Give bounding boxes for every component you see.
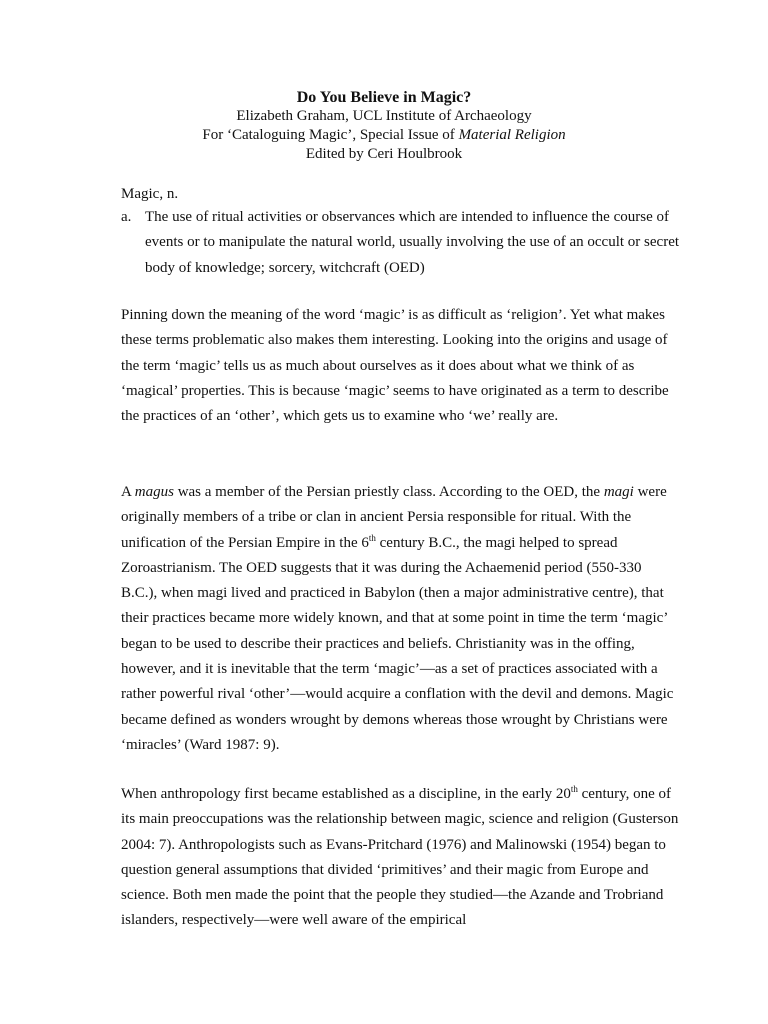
editor-line: Edited by Ceri Houlbrook: [305, 146, 463, 162]
p3-superscript: th: [570, 784, 578, 794]
paragraph-1-text: Pinning down the meaning of the word ‘magic’ is as difficult as ‘religion’. Yet what makes these terms problematic also makes them interesting. Looking into the origins and usage of the term ‘magic’ tells us as much about ourselves as it does about what we think of as ‘magical’ properties. This is because ‘magic’ seems to have originated as a term to describe the practices of an ‘other’, which gets us to examine who ‘we’ really are.: [121, 307, 669, 425]
p2-part-b: was a member of the Persian priestly class. According to the OED, the: [173, 484, 604, 500]
p2-superscript: th: [368, 532, 376, 543]
p3-part-a: When anthropology first became established as a discipline, in the early 20: [121, 786, 571, 802]
paragraph-2-text: [121, 480, 681, 758]
issue-prefix: For ‘Cataloguing Magic’, Special Issue of: [202, 127, 459, 143]
paper-title: Do You Believe in Magic?: [296, 89, 472, 106]
author-line: Elizabeth Graham, UCL Institute of Archaeology: [236, 108, 532, 124]
paragraph-3: [121, 782, 681, 934]
p2-part-c: were originally members of a tribe or clan in ancient Persia responsible for ritual. With the unification of the Persian Empire in the 6: [121, 484, 667, 551]
p3-part-b: century, one of its main preoccupations was the relationship between magic, science and religion (Gusterson 2004: 7). Anthropologists such as Evans-Pritchard (1976) and Malinowski (1954) began to question general assumptions that divided ‘primitives’ and their magic from Europe and science. Both men made the point that the people they studied—the Azande and Trobriand islanders, respectively—were well aware of the empirical: [121, 786, 679, 929]
definition-headword: Magic, n.: [121, 186, 179, 202]
term-magi: magi: [603, 484, 634, 500]
issue-line: [0, 126, 768, 145]
term-magus: magus: [134, 484, 174, 500]
p2-part-a: A: [121, 484, 135, 500]
journal-name: Material Religion: [458, 127, 566, 143]
paragraph-3-text: [121, 782, 681, 934]
p2-part-d: century B.C., the magi helped to spread Zoroastrianism. The OED suggests that it was during the Achaemenid period (550-330 B.C.), when magi lived and practiced in Babylon (then a major administrative centre), that their practices became more widely known, and that at some point in time the term ‘magic’ began to be used to describe their practices and beliefs. Christianity was in the offing, however, and it is inevitable that the term ‘magic’—as a set of practices associated with a rather powerful rival ‘other’—would acquire a conflation with the devil and demons. Magic became defined as wonders wrought by demons whereas those wrought by Christians were ‘miracles’ (Ward 1987: 9).: [121, 534, 674, 753]
paragraph-1: [121, 303, 681, 429]
paragraph-2: [121, 480, 681, 758]
definition-label: a.: [121, 209, 132, 225]
paper-header: [0, 88, 768, 164]
definition-text: The use of ritual activities or observances which are intended to influence the course of events or to manipulate the natural world, usually involving the use of an occult or secret body of knowledge; sorcery, witchcraft (OED): [145, 209, 680, 276]
definition-item: [121, 205, 681, 281]
